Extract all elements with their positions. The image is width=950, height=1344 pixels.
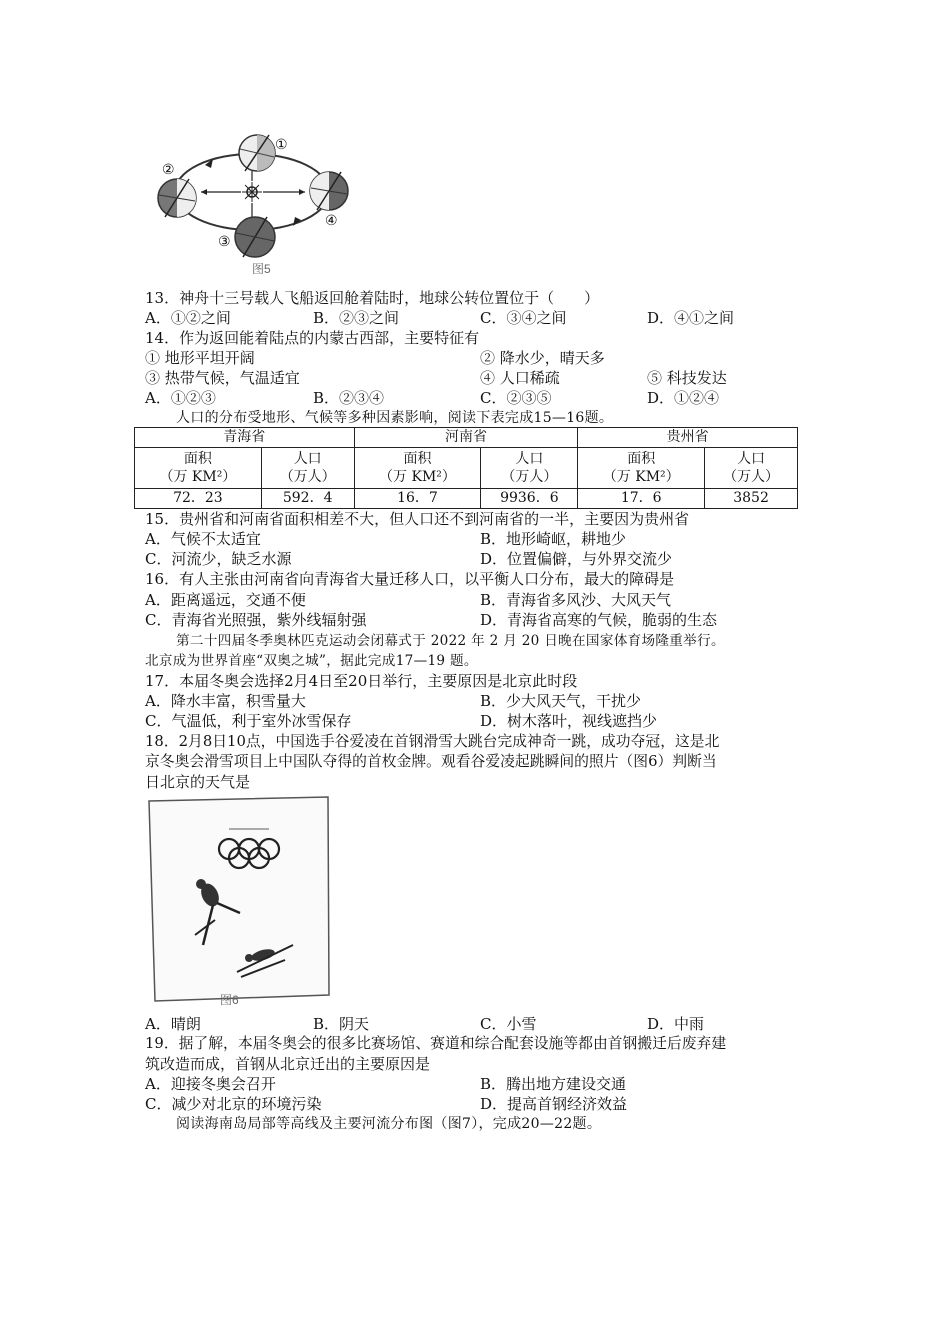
table-cell: 17．6 [578,489,705,509]
q18-stem-line-3: 日北京的天气是 [145,773,251,791]
q15-option-c[interactable]: C．河流少，缺乏水源 [145,550,292,568]
q15-option-d[interactable]: D．位置偏僻，与外界交流少 [480,550,673,568]
q14-feature-1: ① 地形平坦开阔 [145,349,255,367]
q13-option-a[interactable]: A．①②之间 [145,309,231,327]
q16-option-c[interactable]: C．青海省光照强，紫外线辐射强 [145,611,367,629]
q14-stem: 14．作为返回能着陆点的内蒙古西部，主要特征有 [145,329,480,347]
marker-1: ① [275,137,288,153]
q14-feature-3: ③ 热带气候，气温适宜 [145,369,300,387]
q13-option-b[interactable]: B．②③之间 [313,309,400,327]
intro-20-22: 阅读海南岛局部等高线及主要河流分布图（图7），完成20—22题。 [176,1116,602,1132]
table-col-area: 面积 （万 KM²） [354,448,481,489]
earth-position-1 [239,135,275,171]
table-header-henan: 河南省 [354,428,578,448]
sun-icon [242,182,262,202]
earth-position-4 [310,172,348,210]
q18-option-d[interactable]: D．中雨 [647,1015,705,1033]
q18-option-a[interactable]: A．晴朗 [145,1015,201,1033]
population-table [134,427,798,509]
figure-6-photo [145,795,333,1010]
q17-option-c[interactable]: C．气温低，利于室外冰雪保存 [145,712,352,730]
table-cell: 72．23 [135,489,262,509]
q18-stem-line-1: 18．2月8日10点，中国选手谷爱凌在首钢滑雪大跳台完成神奇一跳，成功夺冠，这是北 [145,733,720,750]
orbit-diagram-svg [145,125,365,280]
q14-option-d[interactable]: D．①②④ [647,389,720,407]
q13-option-c[interactable]: C．③④之间 [480,309,567,327]
table-cell: 16．7 [354,489,481,509]
q14-option-a[interactable]: A．①②③ [145,389,216,407]
q14-feature-4: ④ 人口稀疏 [480,369,560,387]
table-col-pop: 人口 （万人） [481,448,578,489]
q17-stem: 17．本届冬奥会选择2月4日至20日举行，主要原因是北京此时段 [145,672,578,690]
table-col-pop: 人口 （万人） [705,448,798,489]
q19-option-b[interactable]: B．腾出地方建设交通 [480,1075,627,1093]
q18-option-c[interactable]: C．小雪 [480,1015,537,1033]
q15-stem: 15．贵州省和河南省面积相差不大，但人口还不到河南省的一半，主要因为贵州省 [145,510,690,528]
figure-5-orbit-diagram [145,125,365,280]
q19-stem-line-2: 筑改造而成，首钢从北京迁出的主要原因是 [145,1055,431,1073]
q19-stem-line-1: 19．据了解，本届冬奥会的很多比赛场馆、赛道和综合配套设施等都由首钢搬迁后废弃建 [145,1035,727,1052]
intro-17-19-line-1: 第二十四届冬季奥林匹克运动会闭幕式于 2022 年 2 月 20 日晚在国家体育场隆重举行。 [176,633,725,649]
q14-option-b[interactable]: B．②③④ [313,389,385,407]
table-col-area: 面积 （万 KM²） [578,448,705,489]
q19-option-c[interactable]: C．减少对北京的环境污染 [145,1095,322,1113]
intro-17-19-line-2: 北京成为世界首座“双奥之城”，据此完成17—19 题。 [145,653,478,669]
marker-3: ③ [218,234,231,250]
table-header-guizhou: 贵州省 [578,428,798,448]
q19-option-d[interactable]: D．提高首钢经济效益 [480,1095,628,1113]
q15-option-b[interactable]: B．地形崎岖，耕地少 [480,530,627,548]
q16-option-a[interactable]: A．距离遥远，交通不便 [145,591,306,609]
earth-position-2 [158,179,196,217]
figure-5-caption: 图5 [252,262,271,276]
q18-stem-line-2: 京冬奥会滑雪项目上中国队夺得的首枚金牌。观看谷爱凌起跳瞬间的照片（图6）判断当 [145,753,717,770]
marker-4: ④ [325,213,338,229]
q16-option-d[interactable]: D．青海省高寒的气候，脆弱的生态 [480,611,718,629]
q17-option-d[interactable]: D．树木落叶，视线遮挡少 [480,712,658,730]
earth-position-3 [235,217,275,257]
q14-feature-2: ② 降水少，晴天多 [480,349,605,367]
q18-option-b[interactable]: B．阴天 [313,1015,370,1033]
table-cell: 592．4 [261,489,354,509]
table-col-area: 面积 （万 KM²） [135,448,262,489]
table-header-qinghai: 青海省 [135,428,355,448]
q13-stem: 13．神舟十三号载人飞船返回舱着陆时，地球公转位置位于（ ） [145,289,600,307]
q15-option-a[interactable]: A．气候不太适宜 [145,530,261,548]
q16-stem: 16．有人主张由河南省向青海省大量迁移人口，以平衡人口分布，最大的障碍是 [145,570,675,588]
q16-option-b[interactable]: B．青海省多风沙、大风天气 [480,591,672,609]
intro-15-16: 人口的分布受地形、气候等多种因素影响，阅读下表完成15—16题。 [176,410,614,426]
table-col-pop: 人口 （万人） [261,448,354,489]
figure-6-caption: 图6 [220,993,239,1007]
q14-option-c[interactable]: C．②③⑤ [480,389,552,407]
q19-option-a[interactable]: A．迎接冬奥会召开 [145,1075,276,1093]
q17-option-a[interactable]: A．降水丰富，积雪量大 [145,692,306,710]
photo-svg [145,795,333,1010]
q17-option-b[interactable]: B．少大风天气，干扰少 [480,692,642,710]
q13-option-d[interactable]: D．④①之间 [647,309,735,327]
q14-feature-5: ⑤ 科技发达 [647,369,727,387]
marker-2: ② [162,162,175,178]
table-cell: 9936．6 [481,489,578,509]
table-cell: 3852 [705,489,798,509]
